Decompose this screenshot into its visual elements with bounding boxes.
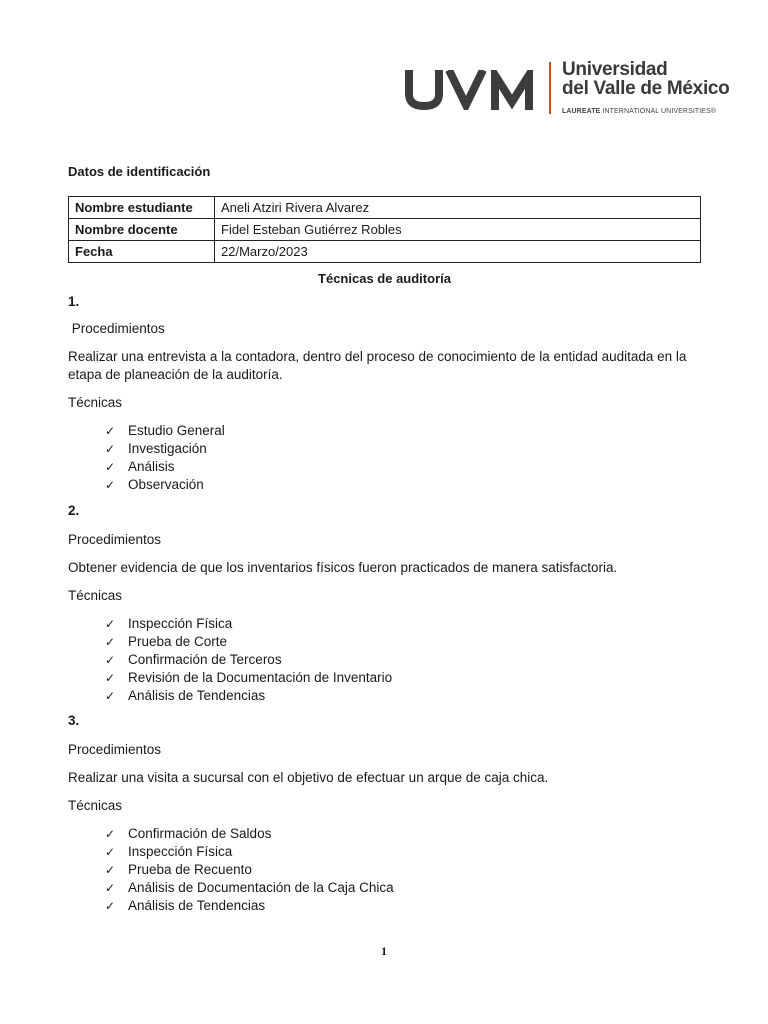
procedure-description: Obtener evidencia de que los inventarios físicos fueron practicados de manera satisfactoria. (68, 560, 618, 575)
techniques-label: Técnicas (68, 588, 123, 603)
check-icon: ✓ (105, 460, 116, 474)
list-item (105, 615, 702, 633)
row-label: Nombre docente (69, 219, 215, 241)
technique-text: Prueba de Recuento (128, 862, 252, 877)
check-icon: ✓ (105, 424, 116, 438)
section-number: 3. (68, 713, 80, 728)
document-title: Técnicas de auditoría (318, 271, 451, 286)
uvm-logo-mark (404, 70, 538, 110)
check-icon: ✓ (105, 617, 116, 631)
row-value: 22/Marzo/2023 (215, 241, 701, 263)
list-item (105, 476, 702, 494)
section-number: 1. (68, 294, 80, 309)
list-item (105, 825, 702, 843)
row-value: Fidel Esteban Gutiérrez Robles (215, 219, 701, 241)
laureate-tagline (562, 108, 716, 115)
university-logo (404, 60, 734, 120)
list-item (105, 422, 702, 440)
technique-text: Análisis (128, 459, 175, 474)
technique-text: Confirmación de Saldos (128, 826, 272, 841)
technique-text: Estudio General (128, 423, 225, 438)
procedures-label: Procedimientos (68, 321, 165, 336)
list-item (105, 651, 702, 669)
list-item (105, 458, 702, 476)
section-2 (68, 503, 702, 705)
procedure-description: Realizar una entrevista a la contadora, dentro del proceso de conocimiento de la entidad auditada en la etapa de planeación de la auditoría. (68, 349, 687, 382)
procedures-label: Procedimientos (68, 532, 162, 547)
check-icon: ✓ (105, 827, 116, 841)
check-icon: ✓ (105, 689, 116, 703)
check-icon: ✓ (105, 442, 116, 456)
list-item (105, 879, 702, 897)
logo-divider (549, 62, 551, 114)
check-icon: ✓ (105, 671, 116, 685)
page-number: 1 (381, 944, 387, 958)
techniques-label: Técnicas (68, 395, 123, 410)
techniques-list (68, 422, 702, 494)
list-item (105, 861, 702, 879)
row-label: Nombre estudiante (69, 197, 215, 219)
technique-text: Inspección Física (128, 616, 233, 631)
technique-text: Investigación (128, 441, 207, 456)
row-value: Aneli Atziri Rivera Alvarez (215, 197, 701, 219)
check-icon: ✓ (105, 881, 116, 895)
list-item (105, 897, 702, 915)
technique-text: Confirmación de Terceros (128, 652, 282, 667)
table-row (69, 219, 701, 241)
technique-text: Análisis de Tendencias (128, 688, 266, 703)
list-item (105, 669, 702, 687)
techniques-list (68, 615, 702, 705)
university-name (562, 60, 730, 98)
techniques-list (68, 825, 702, 915)
check-icon: ✓ (105, 635, 116, 649)
check-icon: ✓ (105, 478, 116, 492)
technique-text: Observación (128, 477, 204, 492)
registered-mark: ® (710, 108, 717, 115)
row-label: Fecha (69, 241, 215, 263)
technique-text: Análisis de Tendencias (128, 898, 266, 913)
section-3 (68, 713, 702, 915)
technique-text: Inspección Física (128, 844, 233, 859)
list-item (105, 843, 702, 861)
check-icon: ✓ (105, 863, 116, 877)
table-row (69, 241, 701, 263)
check-icon: ✓ (105, 845, 116, 859)
list-item (105, 440, 702, 458)
identification-heading: Datos de identificación (68, 164, 211, 179)
technique-text: Análisis de Documentación de la Caja Chica (128, 880, 394, 895)
technique-text: Prueba de Corte (128, 634, 228, 649)
check-icon: ✓ (105, 653, 116, 667)
procedure-description: Realizar una visita a sucursal con el objetivo de efectuar un arque de caja chica. (68, 770, 549, 785)
university-name-line1: Universidad (562, 59, 668, 80)
technique-text: Revisión de la Documentación de Inventario (128, 670, 393, 685)
check-icon: ✓ (105, 899, 116, 913)
list-item (105, 687, 702, 705)
university-name-line2: del Valle de México (562, 78, 730, 99)
table-row (69, 197, 701, 219)
tagline-rest: INTERNATIONAL UNIVERSITIES (602, 108, 711, 115)
section-number: 2. (68, 503, 80, 518)
identification-table (68, 196, 701, 263)
procedures-label: Procedimientos (68, 742, 162, 757)
laureate-word: LAUREATE (562, 108, 601, 115)
section-1 (68, 294, 702, 494)
list-item (105, 633, 702, 651)
techniques-label: Técnicas (68, 798, 123, 813)
